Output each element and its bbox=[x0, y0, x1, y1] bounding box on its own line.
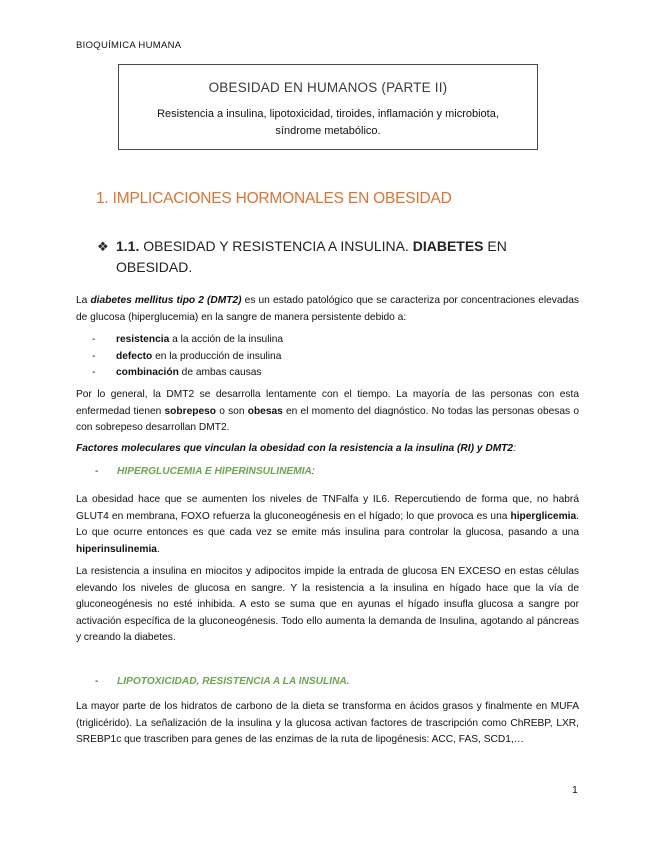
section-heading: 1. IMPLICACIONES HORMONALES EN OBESIDAD bbox=[96, 190, 452, 207]
running-header: BIOQUÍMICA HUMANA bbox=[76, 40, 182, 51]
diamond-bullet-icon: ❖ bbox=[97, 239, 109, 254]
factor-label: HIPERGLUCEMIA E HIPERINSULINEMIA bbox=[117, 466, 312, 477]
diabetes-term: diabetes mellitus tipo 2 (DMT2) bbox=[90, 295, 242, 306]
subsection-heading bbox=[97, 236, 527, 278]
subsection-text-part2: EN bbox=[487, 238, 507, 254]
factor-hyperglycemia: - HIPERGLUCEMIA E HIPERINSULINEMIA: bbox=[95, 466, 315, 477]
subsection-text-line2: OBESIDAD. bbox=[116, 259, 193, 275]
lipotoxicity-paragraph: La mayor parte de los hidratos de carbono de la dieta se transforma en ácidos grasos y finalmente en MUFA (triglicérido). La señalización de la insulina y la glucosa activan factores de trascripción como ChREBP, LXR, SREBP1c que trascriben para genes de las enzimas de la ruta de lipogénesis: ACC, FAS, SCD1,… bbox=[76, 701, 579, 746]
title-box bbox=[118, 64, 538, 150]
subsection-number: 1.1. bbox=[116, 238, 140, 254]
document-title: OBESIDAD EN HUMANOS (PARTE II) bbox=[208, 80, 448, 95]
resistance-paragraph: La resistencia a insulina en miocitos y adipocitos impide la entrada de glucosa EN EXCESO en estas células elevando los niveles de glucosa en sangre. Y la resistencia a la insulina en hígado hace que la vía de gluconeogénesis no esté inhibida. A esto se suma que en ayunas el hígado insufla glucosa a sangre por activación específica de la gluconeogénesis. Todo ello aumenta la demanda de Insulina, agotando al páncreas y creando la diabetes. bbox=[76, 566, 579, 644]
subsection-text-bold: DIABETES bbox=[412, 238, 484, 254]
document-subtitle: Resistencia a insulina, lipotoxicidad, tiroides, inflamación y microbiota, síndrome metabólico. bbox=[157, 108, 499, 137]
general-paragraph: Por lo general, la DMT2 se desarrolla lentamente con el tiempo. La mayoría de las personas con esta enfermedad tienen sobrepeso o son obesas en el momento del diagnóstico. No todas las personas obesas o con sobrepeso desarrollan DMT2. bbox=[76, 389, 579, 434]
causes-list bbox=[92, 332, 283, 382]
list-item: - combinación de ambas causas bbox=[92, 367, 262, 378]
factors-heading: Factores moleculares que vinculan la obesidad con la resistencia a la insulina (RI) y DMT2: bbox=[76, 443, 516, 454]
subsection-text-part1: OBESIDAD Y RESISTENCIA A INSULINA. bbox=[143, 238, 409, 254]
list-item: - defecto en la producción de insulina bbox=[92, 350, 282, 362]
page-number: 1 bbox=[572, 784, 578, 796]
list-item: - resistencia a la acción de la insulina bbox=[92, 334, 284, 345]
obesity-paragraph: La obesidad hace que se aumenten los niveles de TNFalfa y IL6. Repercutiendo de forma que, no habrá GLUT4 en membrana, FOXO refuerza la gluconeogénesis en el hígado; lo que provoca es una hiperglicemia. Lo que ocurre entonces es que cada vez se emite más insulina para controlar la glucosa, pasando a una hiperinsulinemia. bbox=[76, 494, 579, 555]
factor-lipotoxicity: - LIPOTOXICIDAD, RESISTENCIA A LA INSULINA. bbox=[95, 676, 350, 687]
intro-paragraph: La diabetes mellitus tipo 2 (DMT2) es un estado patológico que se caracteriza por concentraciones elevadas de glucosa (hiperglucemia) en la sangre de manera persistente debido a: bbox=[76, 295, 579, 323]
factor-label: LIPOTOXICIDAD, RESISTENCIA A LA INSULINA. bbox=[117, 676, 350, 687]
